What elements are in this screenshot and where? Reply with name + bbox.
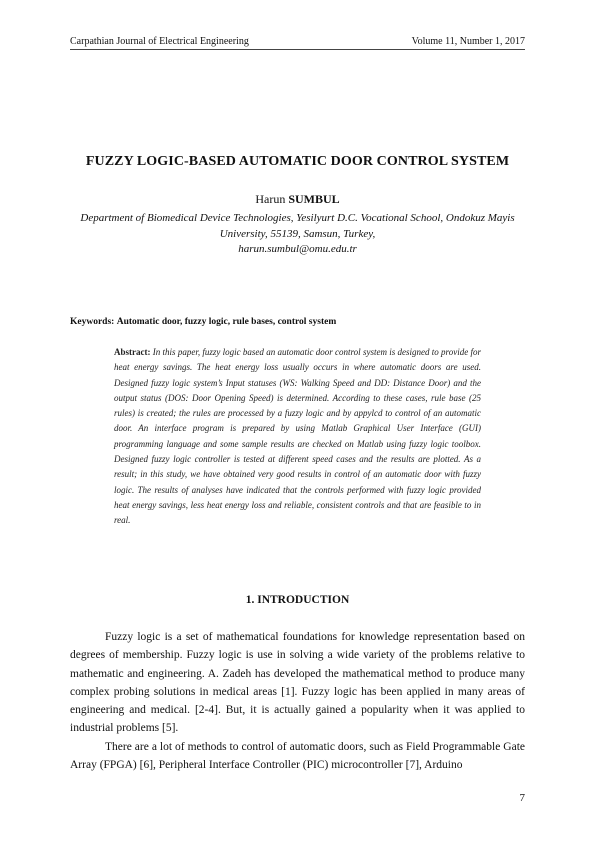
journal-name: Carpathian Journal of Electrical Engineering <box>70 36 249 47</box>
paragraph: There are a lot of methods to control of automatic doors, such as Field Programmable Gate Array (FPGA) [6], Peripheral Interface Controller (PIC) microcontroller [7], Arduino <box>70 740 525 772</box>
volume-info: Volume 11, Number 1, 2017 <box>411 36 525 47</box>
paper-title: FUZZY LOGIC-BASED AUTOMATIC DOOR CONTROL SYSTEM <box>85 154 510 169</box>
keywords <box>70 317 525 327</box>
abstract-text: In this paper, fuzzy logic based an automatic door control system is designed to provide for heat energy savings. The heat energy loss usually occurs in where automatic doors are used. Designed fuzzy logic system’s Input statuses (WS: Walking Speed and DD: Distance Door) and the output status (DOS: Door Opening Speed) is determined. According to these cases, rule base (25 rules) is created; the rules are processed by a fuzzy logic and by appylcd to control of an automatic door. An interface program is prepared by using Matlab Graphical User Interface (GUI) programming language and some sample results are checked on Matlab using fuzzy logic toolbox. Designed fuzzy logic controller is tested at different speed cases and the results are plotted. As a result; in this study, we have obtained very good results in control of an automatic door with fuzzy logic. The results of analyses have indicated that the controls performed with fuzzy logic provided heat energy savings, less heat energy loss and reliable, consistent controls and that are feasible to in real. <box>114 347 481 526</box>
author-line <box>40 192 555 207</box>
abstract-label: Abstract: <box>114 347 151 357</box>
author-surname: SUMBUL <box>288 192 340 206</box>
keywords-label: Keywords: <box>70 317 115 327</box>
affiliation <box>70 211 525 258</box>
abstract <box>114 345 481 529</box>
author-first-name: Harun <box>255 192 286 206</box>
paragraph: Fuzzy logic is a set of mathematical foundations for knowledge representation based on degrees of membership. Fuzzy logic is use in solving a wide variety of the problems relative to mathematic and engineering. A. Zadeh has developed the mathematical method to produce many complex probing solutions in medical areas [1]. Fuzzy logic has been applied in many areas of engineering and medical. [2-4]. But, it is actually gained a popularity when it was applied to industrial problems [5]. <box>70 631 525 735</box>
author-email: harun.sumbul@omu.edu.tr <box>238 243 357 255</box>
keywords-text: Automatic door, fuzzy logic, rule bases, control system <box>116 317 337 327</box>
affiliation-line-2: University, 55139, Samsun, Turkey, <box>219 227 376 240</box>
affiliation-line-1: Department of Biomedical Device Technologies, Yesilyurt D.C. Vocational School, Ondokuz Mayis <box>80 212 515 224</box>
page-number: 7 <box>519 792 525 804</box>
section-heading: 1. INTRODUCTION <box>245 594 350 606</box>
body-text <box>70 628 525 774</box>
running-header <box>70 36 525 50</box>
